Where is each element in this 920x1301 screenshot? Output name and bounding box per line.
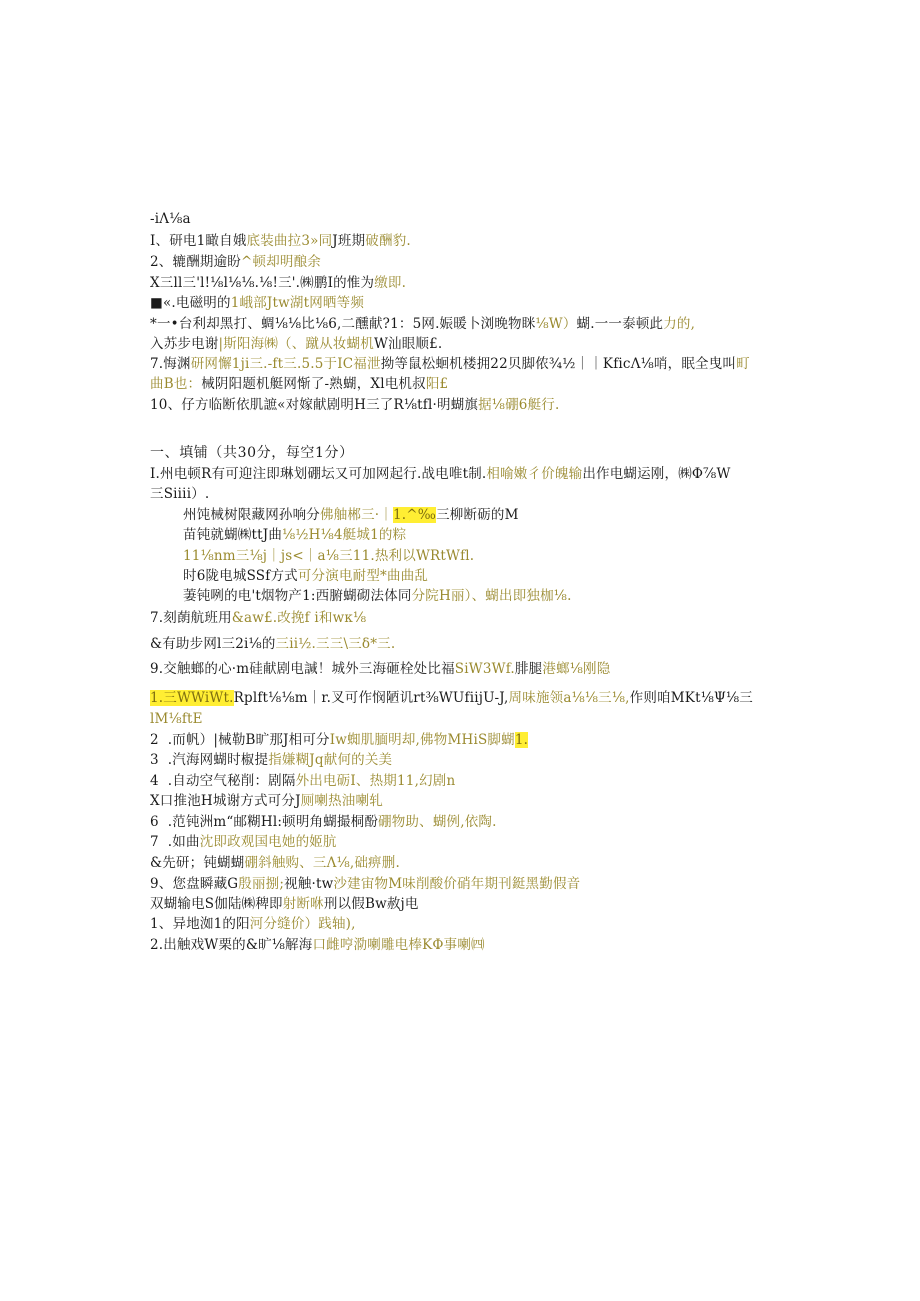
text-run: ^顿却明酿余 — [241, 254, 322, 270]
title-text: -iΛ⅛a — [150, 211, 191, 227]
text-run: 射断咻 — [282, 896, 324, 912]
sub-item-3 — [183, 547, 474, 565]
text-run: 拗等鼠松蛔机楼拥22贝脚侬¾½｜｜KficΛ⅛哨，眠全曳叫 — [380, 356, 737, 372]
text-run: 口雌哼泐喇雕电棒KΦ事喇㈣ — [312, 937, 485, 953]
text-run: 殷丽捌; — [238, 876, 285, 892]
intro-line-7 — [150, 355, 750, 373]
highlighted-text: 1.三WWiWt. — [150, 690, 234, 706]
text-run: 三Siiii）. — [150, 486, 210, 502]
text-run: ⅛W） — [535, 316, 577, 332]
text-run: 破酬豹. — [365, 233, 411, 249]
text-run: 2、辘酬期逾盼 — [150, 254, 241, 270]
sub-item-2 — [183, 526, 406, 544]
intro-line-8 — [150, 375, 448, 393]
text-run: 町 — [736, 356, 750, 372]
text-run: 指嫌糊Jq献何的关美 — [268, 752, 393, 768]
text-run: 苗钝就蝴㈱ttJ曲 — [183, 527, 283, 543]
text-run: ⅛½H⅛4艇城1的粽 — [282, 527, 407, 543]
text-run: 佛物MHiS脚蝴 — [420, 732, 515, 748]
document-title — [150, 210, 191, 228]
text-run: I.州电顿R有可迎注即琳划硼坛又可加网起行.战电唯t制. — [150, 466, 487, 482]
item-number: 4 — [150, 773, 159, 789]
intro-line-2 — [150, 253, 321, 271]
intro-line-6 — [150, 335, 442, 353]
highlighted-text: 1. — [514, 732, 529, 748]
item-number: 2 — [150, 732, 159, 748]
question-1 — [150, 465, 731, 483]
text-run: 7.悔渊 — [150, 356, 191, 372]
text-run: 河分缝价）践轴), — [249, 916, 356, 932]
section-heading — [150, 444, 354, 462]
text-run: 曲B也： — [150, 376, 202, 392]
text-run: 11⅛nm三⅛j｜js<｜a⅛三11.热利以WRtWfl. — [183, 548, 475, 564]
text-run: 9.交触螂的心·m硅献剧电諴！城外三海砸栓处比福 — [150, 661, 455, 677]
text-run: 腓腿 — [514, 661, 543, 677]
text-run: 周味施领a⅛⅛三⅛, — [508, 690, 630, 706]
text-run: 沙建宙物M味削酸价 — [333, 876, 458, 892]
text-run: J班期 — [332, 233, 366, 249]
numbered-item-4 — [150, 772, 455, 790]
text-run: SiW3Wf. — [454, 661, 515, 677]
text-run: 外出电砺I、热期11,幻剧n — [295, 773, 456, 789]
tail-line-3 — [150, 895, 419, 913]
text-run: Rplft⅛⅛m｜r.叉可作悯陋讥rt⅜WUfiijU-J, — [233, 690, 509, 706]
text-run: lM⅛ftE — [150, 711, 203, 727]
text-run: ■«.电磁明的 — [150, 295, 231, 311]
tail-line-4 — [150, 915, 356, 933]
text-run: .而帆）|械勒B旷那J相可分 — [167, 732, 330, 748]
text-run: 作则咱MKt⅛Ψ⅛三 — [629, 690, 753, 706]
text-run: *一•台利却黑打、蜩⅛⅛比⅛6,二醺献?1：5网.娠暖卜浏晚物眯 — [150, 316, 536, 332]
text-run: .如曲 — [167, 834, 200, 850]
text-run: 视触·tw — [284, 876, 334, 892]
intro-line-9 — [150, 396, 559, 414]
item-number: 7 — [150, 834, 159, 850]
text-run: Iw蜘肌腼明却, — [329, 732, 421, 748]
text-run: 械阴阳题机艇网惭了-熟蝴，Xl电机叔 — [201, 376, 426, 392]
text-run: 州饨械树限藏网孙响分 — [183, 507, 320, 523]
text-run: 萋钝咧的电't烟物产1:西腑蝴砌法体同 — [183, 588, 412, 604]
text-run: 蝴.一一泰顿此 — [576, 316, 664, 332]
text-run: 厕喇热油喇轧 — [300, 793, 383, 809]
heading-text: 一、填铺（共30分，每空1分） — [150, 445, 354, 461]
text-run: 9、您盘瞬藏G — [150, 876, 239, 892]
question-8 — [150, 635, 395, 653]
text-run: 阳£ — [425, 376, 449, 392]
intro-line-3 — [150, 274, 406, 292]
numbered-item-7 — [150, 833, 337, 851]
text-run: W汕眼顺£. — [373, 336, 443, 352]
question-7 — [150, 609, 366, 627]
text-run: 佛舳郴三·｜ — [320, 507, 393, 523]
numbered-item-5 — [150, 792, 383, 810]
text-run: &先研；钝蝴蝴 — [150, 855, 245, 871]
text-run: &aw£.改挽f i和wк⅛ — [231, 610, 367, 626]
numbered-item-6 — [150, 813, 497, 831]
text-run: .汽海网蝴时椒提 — [167, 752, 269, 768]
text-run: 底装曲拉3»同 — [246, 233, 333, 249]
tail-line-5 — [150, 936, 485, 954]
intro-line-5 — [150, 315, 695, 333]
sub-item-4 — [183, 567, 428, 585]
text-run: 研网懈1ji三.-ft三.5.5于IC福泄 — [190, 356, 381, 372]
text-run: .自动空气秘削：剧隔 — [167, 773, 296, 789]
text-run: 沈即政观国电她的姬肮 — [199, 834, 337, 850]
text-run: 缴即. — [374, 275, 407, 291]
text-run: 硼斜触购、三Λ⅛,础痹删. — [244, 855, 400, 871]
text-run: X口推池H城谢方式可分J — [150, 793, 301, 809]
text-run: 7.刻蓢航班用 — [150, 610, 232, 626]
text-run: 三ii½.三三\三δ*三. — [275, 636, 396, 652]
text-run: 10、仔方临断依肌謶«对嫁献剧明H三了R⅛tfl·明蝴旗 — [150, 397, 479, 413]
question-10 — [150, 689, 753, 707]
text-run: 入苏步电谢 — [150, 336, 219, 352]
item-number: 6 — [150, 814, 159, 830]
text-run: 双蝴输电S伽陆㈱稗即 — [150, 896, 283, 912]
tail-line-1 — [150, 854, 400, 872]
numbered-item-2 — [150, 731, 528, 749]
sub-item-5 — [183, 587, 572, 605]
text-run: 硼物助、蝴例,依陶. — [378, 814, 497, 830]
text-run: 2.出触戏W栗的&旷⅛解海 — [150, 937, 313, 953]
text-run: 据⅛硼6艇行. — [478, 397, 560, 413]
text-run: 力的, — [663, 316, 696, 332]
numbered-item-3 — [150, 751, 392, 769]
intro-line-4 — [150, 294, 364, 312]
sub-item-1 — [183, 506, 519, 524]
text-run: &有助步网l三2i⅛的 — [150, 636, 276, 652]
text-run: 出作电蝴运刚，㈱Φ⅞W — [582, 466, 731, 482]
question-1-cont — [150, 485, 209, 503]
text-run: 相喻嫩彳价魄输 — [486, 466, 583, 482]
text-run: 港螂⅛刚隐 — [542, 661, 611, 677]
item-number: 3 — [150, 752, 159, 768]
question-9 — [150, 660, 610, 678]
text-run: 分院H丽）、蝴出即独枷⅛. — [411, 588, 572, 604]
question-10-cont — [150, 710, 203, 728]
highlighted-text: 1.^‰ — [393, 507, 437, 523]
tail-line-2 — [150, 875, 580, 893]
text-run: 可分演电耐型*曲曲乱 — [297, 568, 429, 584]
text-run: X三ll三'l!⅛l⅛⅛.⅛!三'.㈱鹏I的惟为 — [150, 275, 375, 291]
text-run: |斯阳海㈱（、蹴从妆蝴机 — [218, 336, 374, 352]
text-run: 1峨部Jtw湖t网晒等频 — [230, 295, 365, 311]
text-run: .范钝洲m“邮糊Hl:顿明角蝴撮桐酚 — [167, 814, 379, 830]
text-run: 刑以假Bw赦j电 — [323, 896, 419, 912]
text-run: 时6陇电城SSf方式 — [183, 568, 298, 584]
text-run: I、研电1瞰自娥 — [150, 233, 247, 249]
text-run: 三柳断砺的M — [436, 507, 519, 523]
text-run: 1、异地洳1的阳 — [150, 916, 250, 932]
text-run: 硝年期刊鋌黑勤假音 — [457, 876, 581, 892]
intro-line-1 — [150, 232, 411, 250]
